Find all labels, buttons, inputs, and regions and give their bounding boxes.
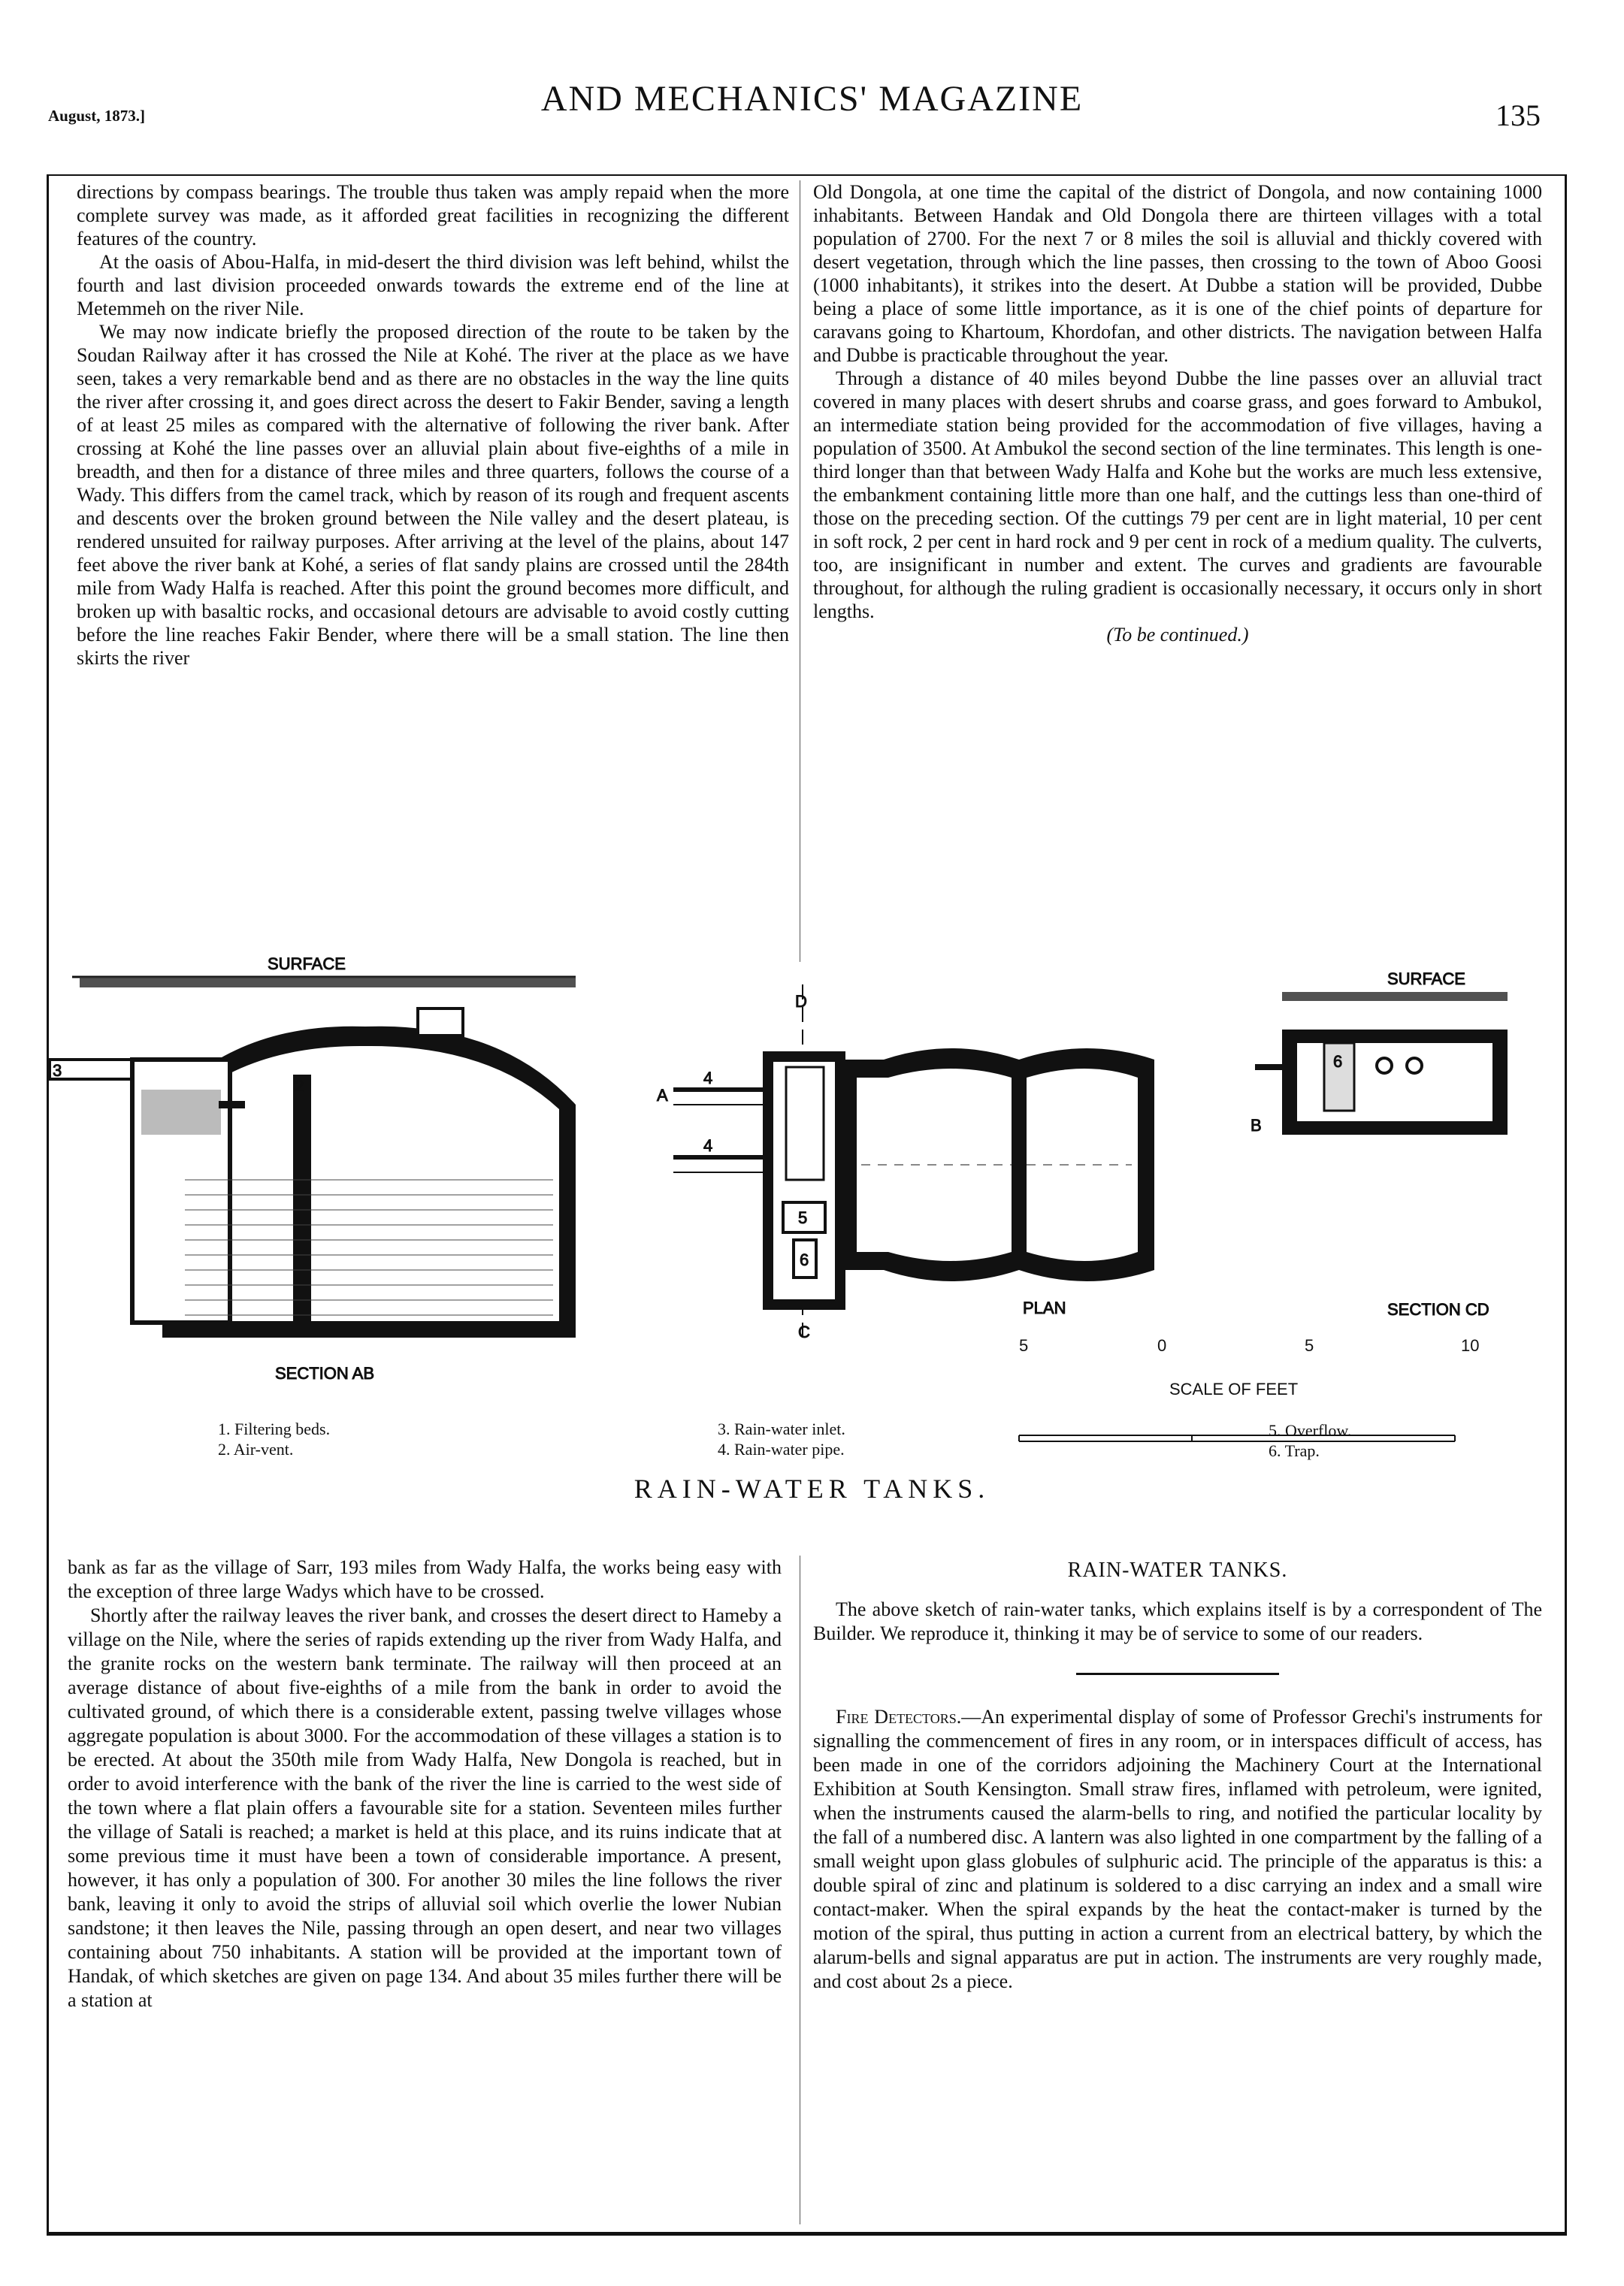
paragraph: [813, 1705, 1542, 1994]
figure-legend: [218, 1419, 330, 1459]
paragraph: The above sketch of rain-water tanks, which explains itself is by a correspondent of The Builder. We reproduce it, thinking it may be of service to some of our readers.: [813, 1598, 1542, 1644]
article-column-4: [813, 1556, 1542, 2224]
marker-4: 4: [703, 1136, 713, 1155]
legend-item: 1. Filtering beds.: [218, 1420, 331, 1438]
paragraph: Old Dongola, at one time the capital of the district of Dongola, and now containing 1000 inhabitants. Between Handak and Old Dongola there are thirteen villages with a total population of 2700. For the next 7 or 8 miles the soil is alluvial and thickly covered with desert vegetation, through which the line passes, then crossing to the town of Aboo Goosi (1000 inhabitants), it strikes into the desert. At Dubbe a station will be provided, Dubbe being a place of some little importance, as it is one of the chief points of departure for caravans going to Khartoum, Khordofan, and other districts. The navigation between Halfa and Dubbe is practicable throughout the year.: [813, 181, 1542, 366]
legend-item: 2. Air-vent.: [218, 1440, 294, 1459]
paragraph: We may now indicate briefly the proposed direction of the route to be taken by the Soudan Railway after it has crossed the Nile at Kohé. The river at the place as we have seen, takes a very remarkable bend and as there are no obstacles in the way the line quits the river after crossing it, and goes direct across the desert to Fakir Bender, saving a length of at least 25 miles as compared with the alternative of following the river bank. After crossing at Kohé the line passes over an alluvial plain about five-eighths of a mile in breadth, and then for a distance of three miles and three quarters, follows the course of a Wady. This differs from the camel track, which by reason of its rough and frequent ascents and descents over the broken ground between the Nile valley and the desert plateau, is rendered unsuited for railway purposes. After arriving at the level of the plains, about 147 feet above the river bank at Kohé, a series of flat sandy plains are crossed until the 284th mile from Wady Halfa is reached. After this point the ground becomes more difficult, and broken up with basaltic rocks, and occasional detours are advisable to avoid costly cutting before the line reaches Fakir Bender, where there will be a small station. The line then skirts the river: [77, 321, 789, 669]
fire-detectors-text: —An experimental display of some of Professor Grechi's instruments for signalling the commencement of fires in any room, or in interspaces difficult of access, has been made in one of the corridors adjoining the Machinery Court at the International Exhibition at South Kensington. Small straw fires, inflamed with petroleum, were ignited, when the instruments caused the alarm-bells to ring, and notified the particular locality by the fall of a numbered disc. A lantern was also lighted in one compartment by the falling of a small weight upon glass globules of sulphuric acid. The principle of the apparatus is this: a double spiral of zinc and platinum is soldered to a disc carrying an index and a small wire contact-maker. When the spiral expands by the heat the contact-maker is turned by the motion of the spiral, thus putting in action a current from an electrical battery, by which the alarum-bells and signal apparatus are put in action. The instruments are very roughly made, and cost about 2s a piece.: [813, 1706, 1542, 1992]
figure-caption: RAIN-WATER TANKS.: [634, 1474, 990, 1504]
surface-label-right: SURFACE: [1387, 969, 1465, 988]
marker-c: C: [798, 1323, 810, 1341]
legend-item: 5. Overflow.: [1269, 1421, 1352, 1440]
marker-a: A: [657, 1086, 668, 1105]
section-divider: [1076, 1673, 1279, 1675]
section-ab-drawing: [50, 954, 576, 1383]
marker-5: 5: [798, 1208, 808, 1227]
marker-3: 3: [53, 1061, 62, 1080]
article-column-3: [68, 1556, 782, 2224]
paragraph: At the oasis of Abou-Halfa, in mid-desert the third division was left behind, whilst the fourth and last division proceeded onwards towards the extreme end of the line at Metemmeh on the river Nile.: [77, 251, 789, 319]
scale-tick: 10: [1461, 1336, 1480, 1355]
legend-item: 3. Rain-water inlet.: [718, 1420, 845, 1438]
scale-tick: 0: [1157, 1336, 1167, 1355]
surface-label-left: SURFACE: [268, 954, 346, 973]
marker-6: 6: [1333, 1052, 1343, 1071]
magazine-title: AND MECHANICS' MAGAZINE: [540, 79, 1084, 119]
legend-item: 6. Trap.: [1269, 1441, 1320, 1460]
paragraph: bank as far as the village of Sarr, 193 miles from Wady Halfa, the works being easy with the exception of three large Wadys which have to be crossed.: [68, 1556, 782, 1602]
section-cd-label: SECTION CD: [1387, 1300, 1489, 1319]
frame-rule-left: [47, 174, 49, 2233]
marker-4: 4: [703, 1069, 713, 1087]
issue-date: August, 1873.]: [48, 107, 145, 125]
frame-rule-right: [1565, 174, 1567, 2233]
page-number: 135: [1495, 98, 1541, 132]
to-be-continued: (To be continued.): [1106, 624, 1249, 646]
marker-2: 2: [295, 1077, 304, 1096]
section-ab-label: SECTION AB: [275, 1364, 375, 1383]
paragraph: Shortly after the railway leaves the river bank, and crosses the desert direct to Hameby a village on the Nile, where the series of rapids extending up the river from Wady Halfa, and the granite rocks on the western bank terminate. The railway will then proceed at an average distance of about five-eighths of a mile from the bank in order to avoid the cultivated ground, of which there is a considerable extent, passing twelve villages whose aggregate population is about 3000. For the accommodation of these villages a station is to be erected. At about the 350th mile from Wady Halfa, New Dongola is reached, but in order to avoid interference with the bank of the river the line is carried to the west side of the town where a flat plain offers a favourable site for a station. Seventeen miles further the village of Satali is reached; a market is held at this place, and its ruins indicate that at some previous time it must have been a town of considerable importance. A present, however, it has only a population of 300. For another 30 miles the line follows the river bank, leaving it only to avoid the strips of alluvial soil which overlie the lower Nubian sandstone; it then leaves the Nile, passing through an open desert, and near two villages containing about 750 inhabitants. A station will be provided at the important town of Handak, of which sketches are given on page 134. And about 35 miles further there will be a station at: [68, 1604, 782, 2011]
paragraph: Through a distance of 40 miles beyond Dubbe the line passes over an alluvial tract covered in many places with desert shrubs and coarse grass, and goes forward to Ambukol, an intermediate station being provided for the accommodation of five villages, having a population of 3500. At Ambukol the second section of the line terminates. This length is one-third longer than that between Wady Halfa and Kohe but the works are much less extensive, the embankment containing little more than one half, and the cuttings less than one-third of those on the preceding section. Of the cuttings 79 per cent are in light material, 10 per cent in soft rock, 2 per cent in hard rock and 9 per cent in rock of a medium quality. The culverts, too, are insignificant in number and extent. The curves and gradients are favourable throughout, for although the ruling gradient is occasionally necessary, it occurs only in short lengths.: [813, 367, 1542, 622]
scale-tick: 5: [1305, 1336, 1314, 1355]
plan-drawing: [657, 984, 1154, 1345]
frame-rule-bottom: [47, 2232, 1567, 2236]
scale-of-feet: [1019, 1435, 1455, 1441]
section-heading: RAIN-WATER TANKS.: [1067, 1559, 1288, 1582]
article-column-2: [813, 180, 1542, 902]
plan-label: PLAN: [1023, 1299, 1066, 1317]
scale-label: SCALE OF FEET: [1169, 1380, 1299, 1399]
legend-item: 4. Rain-water pipe.: [718, 1440, 845, 1459]
section-cd-drawing: [1251, 969, 1508, 1319]
paragraph: directions by compass bearings. The trouble thus taken was amply repaid when the more complete survey was made, as it afforded great facilities in recognizing the different features of the country.: [77, 181, 789, 249]
figure-legend: [718, 1419, 845, 1459]
figure-legend: [1269, 1420, 1351, 1461]
marker-d: D: [795, 992, 807, 1011]
scale-tick: 5: [1019, 1336, 1029, 1355]
marker-b: B: [1251, 1116, 1262, 1135]
marker-6: 6: [800, 1250, 809, 1269]
fire-detectors-label: Fire Detectors.: [836, 1706, 962, 1728]
article-column-1: [77, 180, 789, 932]
frame-rule-top: [47, 174, 1566, 176]
